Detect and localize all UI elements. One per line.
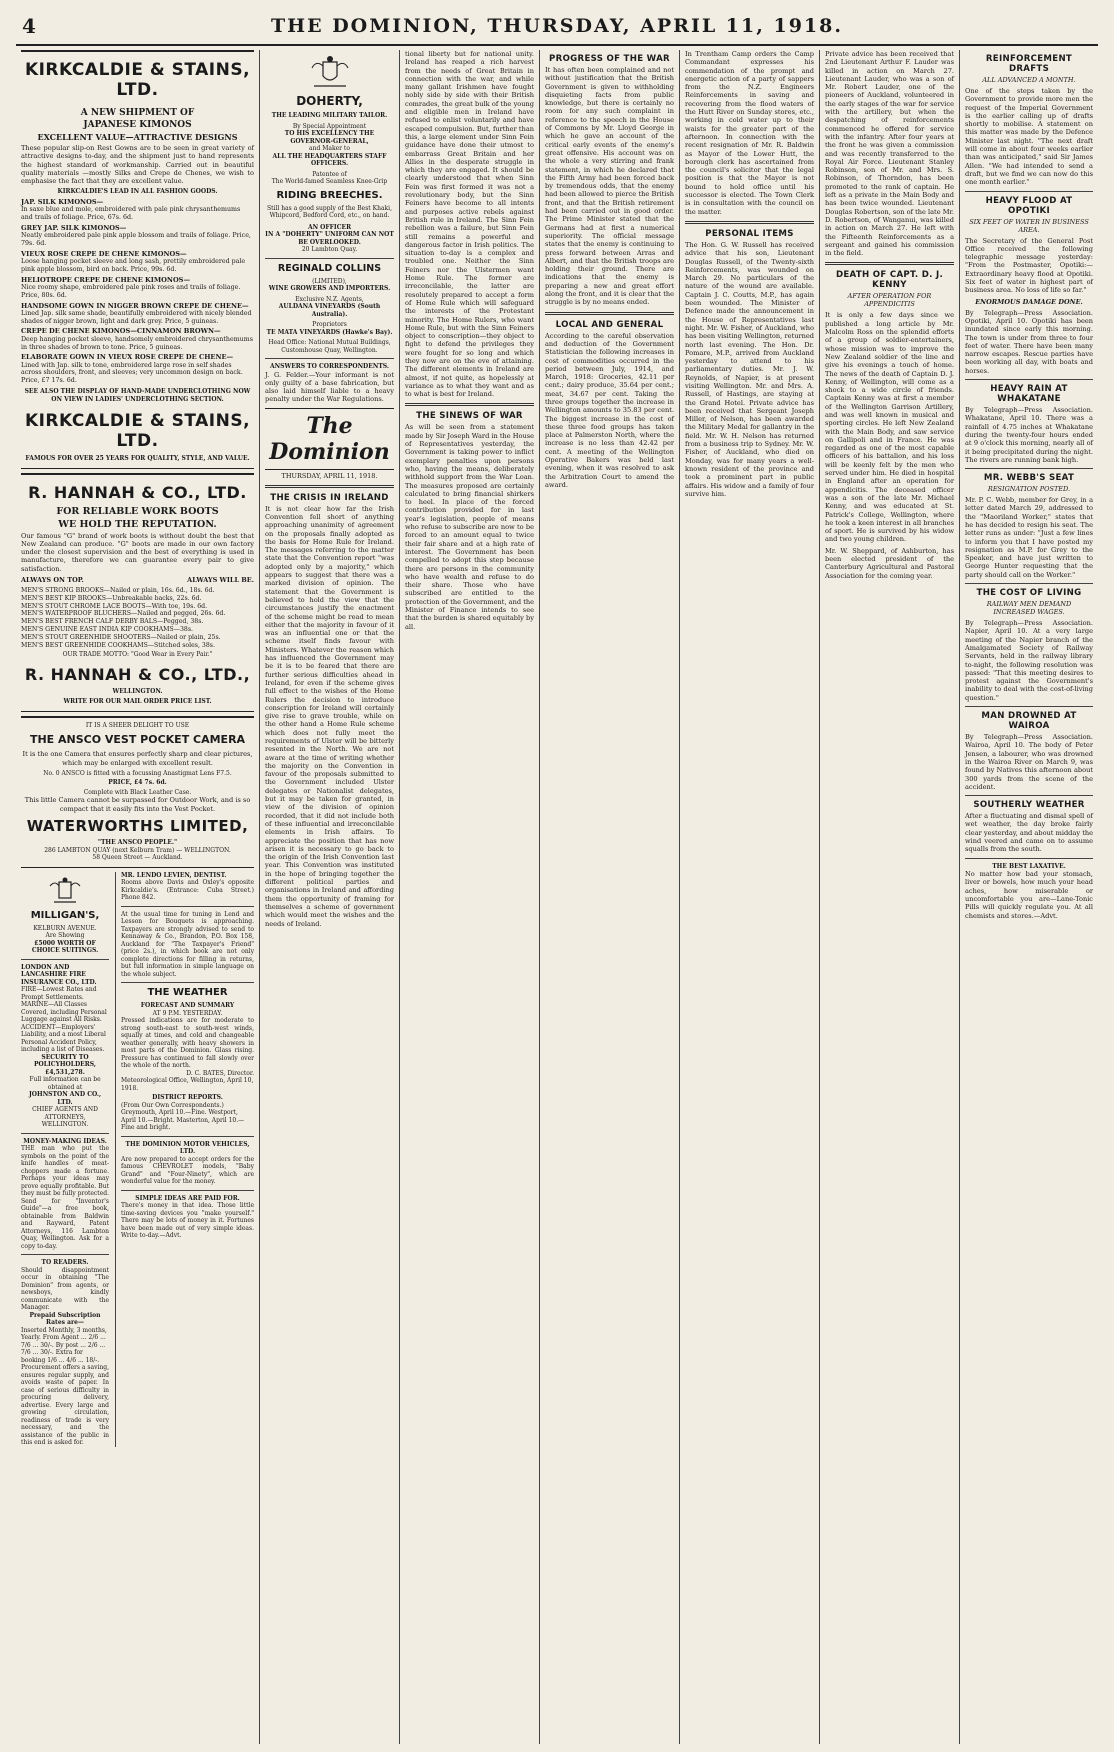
crisis-continued: tional liberty but for national unity. Ireland has reaped a rich harvest from the needs of Great Britain in connection with the war, and while many gallant Irishmen have fought nobly side by side with their British comrades, the great bulk of the young and eligible men in Ireland have refused to enlist voluntarily and have escaped compulsion. But, further than this, a large element under Sinn Fein guidance have done their utmost to embarrass Great Britain and her Allies in the desperate struggle in which they are engaged. It should be clearly understood that when Sinn Fein was first formed it was not a revolutionary body, but the Sinn Feiners have become to all intents and purposes active rebels against British rule in Ireland. The Sinn Fein rebellion was a failure, but Sinn Fein still remains a powerful and dangerous factor in Irish politics. The situation to-day is a complex and troubled one. Neither the Sinn Feiners nor the Ulstermen want Home Rule. The former are irreconcilable, the latter are resolutely prepared to accept a form of Home Rule which will safeguard the interests of the Protestant minority. The Home Rulers, who want Home Rule, but with the Sinn Feiners object to conscription—they object to fight to defend the privileges they were fought for so long and which they now are on the eve of attaining. The different elements in Ireland are almost, if not quite, as hopelessly at variance as to what they want and as to what is best for Ireland.	[405, 50, 534, 399]
royal-crest-icon	[308, 54, 352, 90]
money-title: MONEY-MAKING IDEAS.	[23, 1137, 107, 1145]
southerly-text: After a fluctuating and dismal spell of wet weather, the day broke fairly clear yesterday, and about midday the wind veered and came on to assume squalls from the south.	[965, 812, 1093, 854]
kimono-lead: KIRKCALDIE'S LEAD IN ALL FASHION GOODS.	[57, 188, 218, 196]
prepaid-title: Prepaid Subscription Rates are—	[29, 1311, 101, 1327]
milligans-showing: Are Showing	[45, 932, 85, 940]
divider	[21, 959, 109, 960]
ansco-model: No. 0 ANSCO is fitted with a focussing Anastigmat Lens F7.5.	[43, 769, 232, 777]
sinews-title: THE SINEWS OF WAR	[416, 411, 523, 422]
reginald-sub: WINE GROWERS AND IMPORTERS.	[268, 285, 391, 292]
rain-text: By Telegraph—Press Association. Whakatane, April 10. There was a rainfall of 4.75 inches at Whakatane during the twenty-four hours ended at 9 o'clock this morning, nearly all of it being precipitated during the night. The rivers are running bank high.	[965, 406, 1093, 464]
divider	[965, 191, 1093, 192]
london-line: FIRE—Lowest Rates and Prompt Settlements.	[21, 986, 97, 1001]
simple-ideas-text: There's money in that idea. Those little time-saving devices you "make yourself." There may be lots of money in it. Fortunes have been made out of very simple ideas. Write to-day.—Advt.	[121, 1202, 254, 1240]
ansco-title: THE ANSCO VEST POCKET CAMERA	[29, 733, 246, 747]
column-death-notice	[820, 50, 960, 1744]
doherty-staff: ALL THE HEADQUARTERS STAFF OFFICERS.	[272, 152, 387, 167]
waterworths-address-1: 286 LAMBTON QUAY (next Kelburn Tram) — WELLINGTON.	[44, 846, 231, 854]
newspaper-page	[16, 8, 1098, 1744]
crisis-title: THE CRISIS IN IRELAND	[270, 492, 389, 503]
prepaid-foot: Procurement offers a saving, ensures regular supply, and avoids waste of paper. In case of serious difficulty in procuring delivery, advertise. Every large and growing circulation, readiness of trade is very necessary, and the assistance of the public in this end is asked for.	[21, 1364, 109, 1447]
doherty-appointment: By Special Appointment	[292, 122, 367, 130]
kimono-item	[21, 327, 254, 351]
masthead	[16, 8, 1098, 46]
doherty-sub: THE LEADING MILITARY TAILOR.	[271, 112, 388, 119]
kimono-item-title: JAP. SILK KIMONOS—	[21, 197, 104, 206]
tuning-text: At the usual time for tuning in Lend and Lesson for Bouquets is approaching. Taxpayers are strongly advised to send to Kennaway & Co., Brandon, P.O. Box 158, Auckland for "The Taxpayer's Friend" (price 2s.), in which book are not only complete directions for filling in returns, but full information in simple language on the whole subject.	[121, 910, 254, 978]
hannah-order-note: WRITE FOR OUR MAIL ORDER PRICE LIST.	[63, 698, 212, 706]
doherty-riding: RIDING BREECHES.	[276, 189, 383, 201]
kirkcaldie-title-bottom: KIRKCALDIE & STAINS, LTD.	[24, 411, 251, 452]
crest-icon	[21, 876, 109, 906]
kimono-item	[21, 250, 254, 274]
london-title: LONDON AND LANCASHIRE FIRE INSURANCE CO., LTD.	[21, 963, 97, 986]
laxative-title: THE BEST LAXATIVE.	[992, 862, 1066, 870]
hannah-taglines	[21, 576, 254, 584]
forecast-sign: D. C. BATES, Director.	[186, 1069, 254, 1077]
lower-adverts-right	[115, 872, 254, 1447]
divider	[121, 982, 254, 983]
progress-text: It has often been complained and not without justification that the British Government is given to withholding disquieting facts from public knowledge, but there is certainly no room for any such complaint in reference to the speech in the House of Commons by Mr. Lloyd George in which he gave an account of the critical early events of the enemy's great offensive. His account was on the whole a very stirring and frank statement, in which he declared that the Fifth Army had been forced back by tremendous odds, that the enemy had been allowed to pierce the British front, and that the British retirement had been carried out in good order. The Prime Minister stated that the Germans had at first a numerical superiority. The official message states that the enemy is continuing to press forward between Arras and Albert, and that the British troops are holding their ground. There are indications that the enemy is preparing a new and great effort along the front, and it is clear that the struggle is by no means ended.	[545, 66, 674, 307]
hannah-motto: OUR TRADE MOTTO: "Good Wear in Every Pair."	[62, 651, 213, 659]
ansco-price: PRICE, £4 7s. 6d.	[108, 779, 167, 787]
divider	[265, 485, 394, 488]
dominion-date: THURSDAY, APRIL 11, 1918.	[281, 471, 378, 480]
reginald-office: Head Office: National Mutual Buildings, Customhouse Quay, Wellington.	[268, 339, 391, 354]
column-crisis-war	[400, 50, 540, 1744]
divider	[965, 379, 1093, 380]
hannah-title-2: R. HANNAH & CO., LTD.,	[24, 664, 251, 684]
milligans-title: MILLIGAN'S,	[30, 909, 100, 921]
kimono-item-title: HELIOTROPE CREPE DE CHENE KIMONOS—	[21, 275, 191, 284]
doherty-and: and Maker to	[309, 145, 350, 152]
private-advice-text: Private advice has been received that 2nd Lieutenant Arthur F. Lauder was killed in action on March 27. Lieutenant Lauder, who was a son of Mr. Robert Lauder, one of the pioneers of Auckland, volunteered in the early stages of the war for service with the artillery, but when the despatching of reinforcements commenced he offered for service with the infantry. After four years at the front he was given a commission and was recently transferred to the Royal Air Force. Lieutenant Stanley Robinson, son of Mr. and Mrs. S. Robinson, of Thorndon, has been promoted to the rank of captain. He left as a private in the Main Body and has been twice wounded. Lieutenant Douglas Robertson, son of the late Mr. D. Robertson, of Wanganui, was killed in action on March 27. He left with the Fifteenth Reinforcements as a sergeant and gained his commission in the field.	[825, 50, 954, 258]
kirkcaldie-title: KIRKCALDIE & STAINS, LTD.	[24, 60, 251, 100]
hannah-advert	[21, 473, 254, 712]
living-subtitle: RAILWAY MEN DEMAND INCREASED WAGES.	[986, 600, 1072, 617]
waterworths-sub: "THE ANSCO PEOPLE."	[97, 839, 178, 847]
hannah-price-item: MEN'S BEST GREENHIDE COOKHAMS—Stitched soles, 38s.	[21, 641, 215, 649]
readers-title: TO READERS.	[41, 1259, 89, 1267]
hannah-price-item: MEN'S STOUT GREENHIDE SHOOTERS—Nailed or plain, 25s.	[21, 633, 221, 641]
death-foot: Mr. W. Sheppard, of Ashburton, has been elected president of the Canterbury Agricultural and Pastoral Association for the coming year.	[825, 546, 954, 580]
southerly-title: SOUTHERLY WEATHER	[973, 800, 1085, 811]
hannah-tagline-right: ALWAYS WILL BE.	[187, 576, 254, 584]
ansco-text: It is the one Camera that ensures perfectly sharp and clear pictures, which may be enlarged with excellent result.	[22, 750, 253, 767]
ansco-complete: Complete with Black Leather Case.	[83, 788, 192, 796]
milligans-address: KELBURN AVENUE.	[33, 924, 97, 932]
lendo-title: MR. LENDO LEVIEN, DENTIST.	[121, 871, 227, 879]
flood-title: HEAVY FLOOD AT OPOTIKI	[985, 195, 1073, 216]
living-title: THE COST OF LIVING	[976, 588, 1082, 599]
london-line: ACCIDENT—Employers' Liability, and a most Liberal Personal Accident Policy, including a list of Diseases.	[21, 1023, 106, 1054]
webb-text: Mr. P. C. Webb, member for Grey, in a letter dated March 29, addressed to the "Maoriland Worker," states that he has decided to resign his seat. The letter runs as under: "Just a few lines to inform you that I have posted my resignation as M.P. for Grey to the Speaker, and have just written to George Hunter requesting that the party should call on the Worker."	[965, 496, 1093, 579]
page-number: 4	[22, 14, 36, 38]
london-info: Full information can be obtained at	[29, 1076, 101, 1091]
crest-icon	[46, 876, 84, 906]
hannah-intro: Our famous "G" brand of work boots is without doubt the best that New Zealand can produce. "G" boots are made in our own factory under the closest supervision and the best of everything is used in manufacture, therefore we can guarantee every pair to give satisfaction.	[21, 531, 254, 573]
reinforcement-title: REINFORCEMENT DRAFTS	[985, 54, 1073, 74]
column-personal	[680, 50, 820, 1744]
milligans-stock: £5000 WORTH OF CHOICE SUITINGS.	[31, 939, 99, 955]
death-subtitle: AFTER OPERATION FOR APPENDICITIS	[847, 292, 932, 309]
divider	[685, 221, 814, 224]
webb-subtitle: RESIGNATION POSTED.	[987, 485, 1071, 494]
reginald-title: REGINALD COLLINS	[277, 262, 382, 274]
doherty-text: Still has a good supply of the Best Khaki, Whipcord, Bedford Cord, etc., on hand.	[267, 204, 392, 219]
hannah-tagline-left: ALWAYS ON TOP.	[21, 576, 84, 584]
answers-text: J. G. Felder.—Your informant is not only guilty of a base fabrication, but also laid himself liable to a heavy penalty under the War Regulations.	[265, 370, 394, 404]
hannah-price-item: MEN'S GENUINE EAST INDIA KIP COOKHAMS—38s.	[21, 625, 193, 633]
column-reinforcements	[960, 50, 1098, 1744]
progress-continued: In Trentham Camp orders the Camp Commandant expresses his commendation of the prompt and energetic action of a party of sappers from the N.Z. Engineers Reinforcements in saving and recovering from the flood waters of the Hutt River on Sunday stores, etc., working in cold water up to their waists for the greater part of the afternoon. In connection with the recent resignation of Mr. R. Baldwin as Mayor of the Lower Hutt, the borough clerk has ascertained from the council's solicitor that the legal position is that the Mayor is not bound to hold office until his successor is elected. The Town Clerk is in consultation with the council on the matter.	[685, 50, 814, 216]
hannah-price-item: MEN'S BEST FRENCH CALF DERBY BALS—Pegged, 38s.	[21, 618, 204, 626]
london-line: MARINE—All Classes Covered, including Personal Luggage against All Risks.	[21, 1001, 107, 1024]
kimono-item-body: Lined with Jap. silk to tone, embroidered large rose in self shades across shoulders, front, and sleeves; very uncommon design on back. Price, £7 17s. 6d.	[21, 361, 243, 385]
doherty-patentee: Patentee of	[312, 170, 347, 178]
hannah-price-item: MEN'S STOUT CHROME LACE BOOTS—With toe, 19s. 6d.	[21, 602, 208, 610]
royal-crest-icon	[265, 54, 394, 90]
ansco-intro-line: IT IS A SHEER DELIGHT TO USE	[85, 721, 190, 729]
kimono-item-body: Deep hanging pocket sleeve, handsomely embroidered chrysanthemums in three shades of brown to tone. Price, 5 guineas.	[21, 335, 253, 351]
hannah-city: WELLINGTON.	[112, 687, 163, 695]
kimono-intro: These popular slip-on Rest Gowns are to be seen in great variety of attractive designs to-day, and the shipment just to hand represents the highest standard of workmanship. Carried out in beautiful quality materials —mostly Silks and Crepe de Chenes, we wish to emphasise the fact that they are excellent value.	[21, 144, 254, 186]
divider	[545, 312, 674, 315]
kimono-item	[21, 302, 254, 326]
divider	[405, 403, 534, 406]
lower-adverts-left	[21, 872, 109, 1447]
kimono-item-body: Nice roomy shape, embroidered pale pink roses and trails of foliage. Price, 80s. 6d.	[21, 283, 241, 299]
divider	[965, 858, 1093, 859]
divider	[825, 262, 954, 265]
forecast-text: Pressed indications are for moderate to strong south-east to south-west winds, squally at times, and cold and changeable weather generally, with heavy showers in most parts of the Dominion. Glass rising. Pressure has continued to fall slowly over the whole of the north.	[121, 1017, 254, 1070]
kimono-item	[21, 224, 254, 248]
local-text: According to the careful observation and deduction of the Government Statistician the following increases in cost of commodities occurred in the period between July, 1914, and March, 1918: Groceries, 42.11 per cent.; dairy produce, 35.64 per cent.; meat, 34.67 per cent. Taking the three groups together the increase in Wellington amounts to 35.83 per cent. The biggest increase in the cost of these three food groups has taken place at Palmerston North, where the increase is no less than 42.42 per cent. A meeting of the Wellington Operative Bakers was held last evening, when it was resolved to ask the Arbitration Court to amend the award.	[545, 331, 674, 489]
simple-ideas-title: SIMPLE IDEAS ARE PAID FOR.	[135, 1194, 240, 1202]
doherty-title: DOHERTY,	[296, 94, 363, 108]
hannah-price-item: MEN'S WATERPROOF BLUCHERS—Nailed and pegged, 26s. 6d.	[21, 610, 226, 618]
divider	[965, 468, 1093, 469]
london-agents-2: CHIEF AGENTS AND ATTORNEYS, WELLINGTON.	[32, 1106, 98, 1129]
flood-subtitle: SIX FEET OF WATER IN BUSINESS AREA.	[969, 217, 1089, 234]
newspaper-title: THE DOMINION, THURSDAY, APRIL 11, 1918.	[271, 15, 843, 37]
kimono-item-list	[21, 198, 254, 385]
forecast-date: Meteorological Office, Wellington, April 10, 1918.	[121, 1077, 254, 1092]
webb-title: MR. WEBB'S SEAT	[983, 473, 1075, 484]
death-title: DEATH OF CAPT. D. J. KENNY	[835, 270, 944, 291]
hannah-price-list	[21, 587, 254, 649]
district-text: (From Our Own Correspondents.) Greymouth, April 10.—Fine. Westport, April 10.—Bright. Masterton, April 10.—Fine and bright.	[121, 1101, 245, 1132]
divider	[265, 358, 394, 359]
reinforcement-text: One of the steps taken by the Government to provide more men the request of the Imperial Government is the earlier calling up of drafts shortly to mobilise. A statement on this matter was made by the Defence Minister last night. "The next draft will come in about four weeks earlier than was anticipated," said Sir James Allen. "We had intended to send a draft, but we find we can now do this one month earlier."	[965, 87, 1093, 187]
hannah-price-item: MEN'S STRONG BROOKS—Nailed or plain, 16s. 6d., 18s. 6d.	[21, 587, 215, 594]
kirkcaldie-fame: FAMOUS FOR OVER 25 YEARS FOR QUALITY, STYLE, AND VALUE.	[25, 455, 250, 463]
column-progress-local	[540, 50, 680, 1744]
kirkcaldie-advert	[21, 50, 254, 469]
kimono-item	[21, 353, 254, 385]
kimono-headline-3: EXCELLENT VALUE—ATTRACTIVE DESIGNS	[37, 132, 238, 142]
waterworths-title: WATERWORTHS LIMITED,	[26, 817, 249, 836]
rain-title: HEAVY RAIN AT WHAKATANE	[990, 384, 1068, 405]
reginald-te-mata: TE MATA VINEYARDS (Hawke's Bay).	[266, 328, 393, 336]
damage-text: By Telegraph—Press Association. Opotiki, April 10. Opotiki has been inundated since early this morning. The town is under from three to four feet of water. There have been many narrow escapes. Rescue parties have been working all day, with boats and horses.	[965, 308, 1093, 375]
kimono-item-title: VIEUX ROSE CREPE DE CHENE KIMONOS—	[21, 249, 187, 258]
damage-title: ENORMOUS DAMAGE DONE.	[975, 297, 1083, 306]
divider	[121, 906, 254, 907]
column-doherty-editorial	[260, 50, 400, 1744]
ansco-advert	[21, 716, 254, 868]
flood-text: The Secretary of the General Post Office received the following telegraphic message yesterday: "From the Postmaster, Opotiki:—Extraordinary heavy flood at Opotiki. Six feet of water in highest part of business area. No loss of life so far."	[965, 236, 1093, 295]
column-advertisements	[16, 50, 260, 1744]
crisis-text: It is not clear how far the Irish Convention fell short of anything approaching unanimity of agreement on the proposals finally adopted as the basis for Home Rule for Ireland. The messages referring to the matter state that the Convention report "was adopted only by a majority," which appears to suggest that there was a marked division of opinion. The statement that the Government is believed to hold the view that the circumstances justify the enactment of the scheme might be read to mean either that the majority in favour of it was an influential one or that the scheme itself finds favour with Ministers. Whatever the reason which has influenced the Government may be it is to be feared that there are further serious difficulties ahead in Ireland, for even if the scheme gives full effect to the wishes of the Home Rulers the decision to introduce conscription for Ireland will certainly give rise to grave trouble, while on the other hand a Home Rule scheme which does not fully meet the requirements of Ulster will be bitterly resented in the North. We are not aware at the time of writing whether the majority on the Convention in favour of the proposals submitted to the Government included Ulster delegates or Nationalist delegates, but it may be taken for granted, in view of the division of opinion recorded, that it did not include both of these influential and irreconcilable elements in Irish affairs. To appreciate the position that has now arisen it is necessary to go back to the origin of the Irish Convention last year. This Convention was instituted in the hope of bringing together the different political parties and organisations in Ireland and affording them the opportunity of framing for themselves a scheme of government which would meet the wishes and the needs of Ireland.	[265, 504, 394, 928]
kimono-item-body: In saxe blue and mole, embroidered with pale pink chrysanthemums and trails of foliage. Price, 67s. 6d.	[21, 206, 241, 222]
divider	[965, 706, 1093, 707]
ansco-text-2: This little Camera cannot be surpassed for Outdoor Work, and is so compact that it easily fits into the Vest Pocket.	[24, 796, 251, 813]
forecast-title: FORECAST AND SUMMARY	[140, 1002, 235, 1010]
divider	[21, 1254, 109, 1255]
district-title: DISTRICT REPORTS.	[152, 1094, 223, 1102]
doherty-patentee-2: The World-famed Seamless Knee-Grip	[271, 178, 388, 185]
readers-text: Should disappointment occur in obtaining "The Dominion" from agents, or newsboys, kindly communicate with the Manager.	[21, 1266, 109, 1312]
dominion-title: The Dominion	[265, 408, 394, 470]
london-agents-1: JOHNSTON AND CO., LTD.	[28, 1091, 102, 1106]
kimono-item-title: CREPE DE CHENE KIMONOS—CINNAMON BROWN—	[21, 327, 221, 336]
reginald-ltd: (LIMITED),	[312, 277, 347, 285]
divider	[965, 795, 1093, 796]
living-text: By Telegraph—Press Association. Napier, April 10. At a very large meeting of the Napier branch of the Amalgamated Society of Railway Servants, held in the railway library to-night, the following resolution was passed: "That this meeting desires to protest against the Government's inability to deal with the cost-of-living question."	[965, 619, 1093, 702]
kimono-item-title: HANDSOME GOWN IN NIGGER BROWN CREPE DE CHENE—	[21, 301, 249, 310]
divider	[21, 1133, 109, 1134]
lendo-text: Rooms above Davis and Oxley's opposite Kirkcaldie's. (Entrance: Cuba Street.) Phone 842.	[121, 879, 254, 902]
progress-title: PROGRESS OF THE WAR	[549, 54, 670, 64]
kimono-item-body: Neatly embroidered pale pink apple blossom and trails of foliage. Price, 79s. 6d.	[21, 232, 251, 247]
divider	[121, 1136, 254, 1137]
columns	[16, 50, 1098, 1744]
kimono-item-body: Lined Jap. silk same shade, beautifully embroidered with nicely blended shades of nigger brown, light and dark grey. Price, 5 guineas.	[21, 309, 252, 325]
personal-text: The Hon. G. W. Russell has received advice that his son, Lieutenant Douglas Russell, of the Twenty-sixth Reinforcements, was wounded on March 29. No particulars of the nature of the wound are available. Captain J. C. Coutts, M.P., has again been wounded. The Minister of Defence made the announcement in the House of Representatives last night. Mr. W. Fisher, of Auckland, who has been visiting Wellington, returned north last evening. The Hon. Dr. Pomare, M.P., arrived from Auckland yesterday to attend to his parliamentary duties. Mr. J. W. Reynolds, of Napier, is at present visiting Wellington. Mr. and Mrs. A. Russell, of Hastings, are staying at the Grand Hotel. Private advice has been received that Sergeant Joseph Miller, of Nelson, has been awarded the Military Medal for gallantry in the field. Mr. W. H. Nelson has returned from a business trip to Sydney. Mr. W. Fisher, of Auckland, who died on Monday, was for many years a well-known resident of the province and took a prominent part in public affairs. His widow and a family of four survive him.	[685, 240, 814, 498]
motor-title: THE DOMINION MOTOR VEHICLES, LTD.	[125, 1140, 250, 1156]
local-title: LOCAL AND GENERAL	[555, 319, 664, 330]
drowned-title: MAN DROWNED AT WAIROA	[981, 711, 1077, 732]
divider	[265, 258, 394, 259]
doherty-officer: AN OFFICER	[307, 223, 352, 231]
kimono-headline-2: JAPANESE KIMONOS	[83, 120, 192, 130]
hannah-slogan-2: WE HOLD THE REPUTATION.	[58, 518, 217, 530]
answers-title: ANSWERS TO CORRESPONDENTS.	[269, 363, 389, 370]
reinforcement-subtitle: ALL ADVANCED A MONTH.	[982, 76, 1076, 84]
hannah-slogan-1: FOR RELIABLE WORK BOOTS	[56, 505, 219, 517]
reginald-agents: Exclusive N.Z. Agents,	[295, 295, 364, 303]
doherty-address: 20 Lambton Quay.	[301, 246, 358, 253]
death-text: It is only a few days since we published a long article by Mr. Malcolm Ross on the splendid efforts of a group of soldier-entertainers, whose mission was to improve the New Zealand soldier of the line and give his evenings a touch of home. The news of the death of Captain D. J. Kenny, of Wellington, will come as a shock to a wide circle of friends. Captain Kenny was at first a member of the Wellington Garrison Artillery, and was well known in musical and sporting circles. He left New Zealand with the Main Body, and saw service on Gallipoli and in France. He was regarded as one of the most capable officers of his battalion, and his loss will be keenly felt by the men who served under him. He died in hospital in England after an operation for appendicitis. The deceased officer was a son of the late Mr. Michael Kenny, and was educated at St. Patrick's College, Wellington, where he took a keen interest in all branches of sport. He is survived by his widow and two young children.	[825, 311, 954, 544]
kimono-display-note: SEE ALSO THE DISPLAY OF HAND-MADE UNDERCLOTHING NOW ON VIEW IN LADIES' UNDERCLOTHING SECTION.	[24, 388, 251, 403]
forecast-time: AT 9 P.M. YESTERDAY.	[152, 1009, 223, 1017]
kimono-item-title: GREY JAP. SILK KIMONOS—	[21, 223, 127, 232]
kimono-item-body: Loose hanging pocket sleeve and long sash, prettily embroidered pale pink apple blossom, bird on back. Price, 99s. 6d.	[21, 258, 246, 273]
kimono-item	[21, 276, 254, 300]
reginald-proprietors: Proprietors	[312, 321, 347, 328]
sinews-text: As will be seen from a statement made by Sir Joseph Ward in the House of Representatives yesterday, the Government is taking power to inflict exemplary penalties upon persons who, having the means, deliberately withhold support from the War Loan. The measures proposed are certainly calculated to bring financial shirkers to heel. In place of the forced contribution provided for in last year's legislation, people of means who refuse to subscribe are now to be forced to an amount equal to twice their fair share and at a high rate of interest. The Government has been compelled to adopt this step because there are persons in the community who have wealth and refuse to do their share. Those who have subscribed are entitled to the protection of the Government, and the Minister of Finance intends to see that the burden is shared equitably by all.	[405, 423, 534, 631]
waterworths-address-2: 58 Queen Street — Auckland.	[92, 854, 183, 862]
kimono-item-title: ELABORATE GOWN IN VIEUX ROSE CREPE DE CHENE—	[21, 353, 234, 362]
personal-title: PERSONAL ITEMS	[705, 228, 794, 239]
laxative-text: No matter how bad your stomach, liver or bowels, how much your head aches, how miserable or uncomfortable you are—Lane-Tonic Pills will quickly regulate you. At all chemists and stores.—Advt.	[965, 870, 1093, 920]
lower-adverts-row	[21, 872, 254, 1447]
weather-title: THE WEATHER	[147, 987, 228, 999]
prepaid-text: Inserted Monthly, 3 months, Yearly. From Agent ... 2/6 ... 7/6 ... 30/-. By post ... 2/6 ... 7/6 ... 30/-. Extra for booking 1/6 ... 4/6 ... 18/-.	[21, 1326, 107, 1364]
divider	[121, 1190, 254, 1191]
divider	[965, 583, 1093, 584]
drowned-text: By Telegraph—Press Association. Wairoa, April 10. The body of Peter Jensen, a labourer, who was drowned in the Wairoa River on March 9, was found by Natives this afternoon about 300 yards from the scene of the accident.	[965, 733, 1093, 791]
kimono-headline-1: A NEW SHIPMENT OF	[80, 108, 195, 118]
reginald-agents-2: AULDANA VINEYARDS (South Australia).	[278, 303, 381, 318]
doherty-governor: TO HIS EXCELLENCY THE GOVERNOR-GENERAL,	[284, 130, 375, 145]
doherty-uniform: IN A "DOHERTY" UNIFORM CAN NOT BE OVERLOOKED.	[265, 231, 394, 246]
hannah-title: R. HANNAH & CO., LTD.	[28, 482, 247, 502]
london-line: SECURITY TO POLICYHOLDERS, £4,531,278.	[34, 1053, 96, 1076]
kimono-item	[21, 198, 254, 222]
motor-text: Are now prepared to accept orders for the famous CHEVROLET models, "Baby Grand" and "Four-Ninety", which are wonderful value for the money.	[121, 1155, 254, 1186]
hannah-price-item: MEN'S BEST KIP BROOKS—Unbreakable backs, 22s. 6d.	[21, 594, 202, 602]
money-text: THE man who put the symbols on the point of the knife handles of meat-choppers made a fortune. Perhaps your ideas may prove equally profitable. But they must be fully protected. Send for "Inventor's Guide"—a free book, obtainable from Baldwin and Rayward, Patent Attorneys, 116 Lambton Quay, Wellington. Ask for a copy to-day.	[21, 1145, 109, 1250]
